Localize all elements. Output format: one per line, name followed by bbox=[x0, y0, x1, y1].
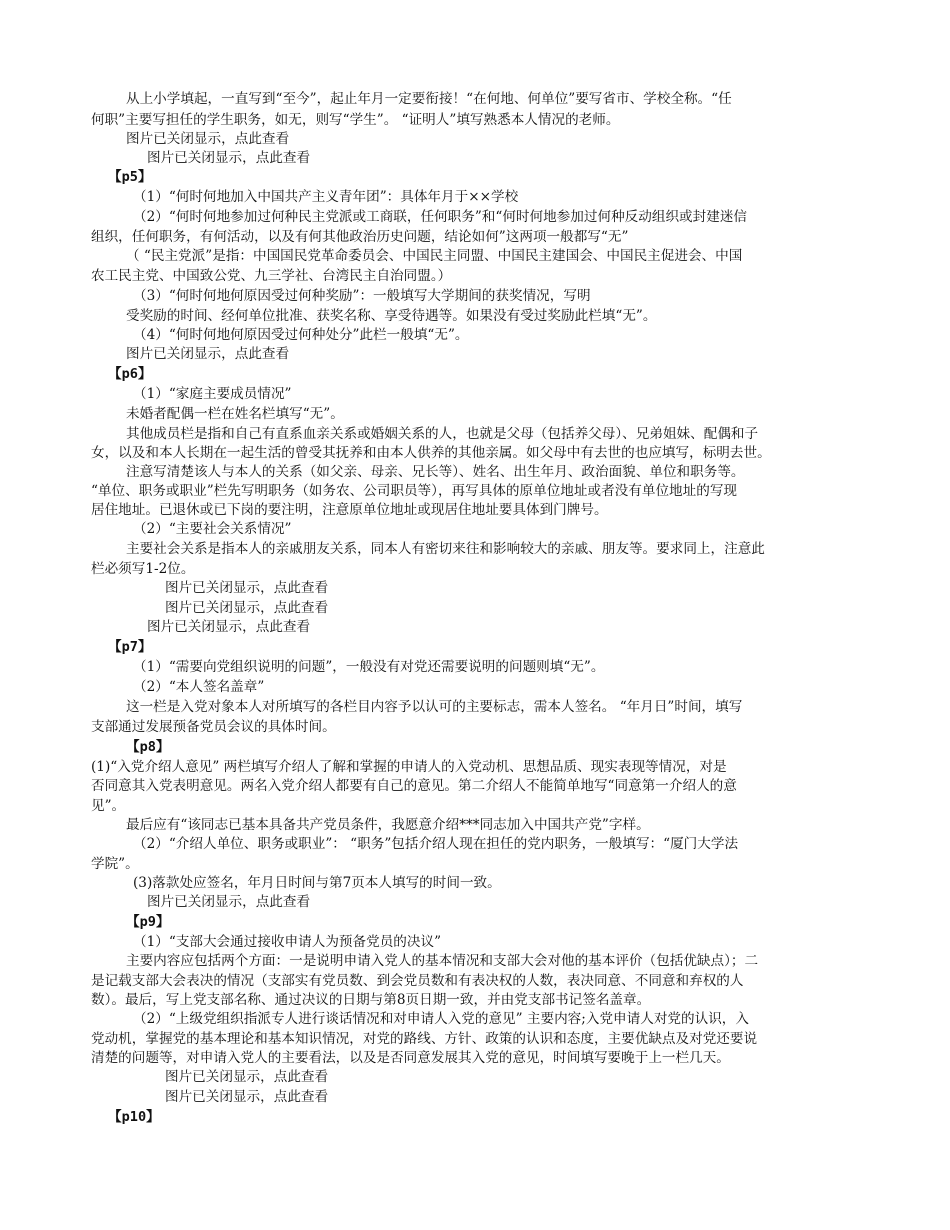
paragraph-line: （4）“何时何地何原因受过何种处分”此栏一般填“无”。 bbox=[133, 327, 469, 343]
paragraph-line: （1）“需要向党组织说明的问题”，一般没有对党还需要说明的问题则填“无”。 bbox=[133, 659, 605, 675]
paragraph-line: （1）“支部大会通过接收申请人为预备党员的决议” bbox=[133, 934, 442, 950]
paragraph-line: 栏必须写1-2位。 bbox=[91, 561, 195, 577]
paragraph-line: “单位、职务或职业”栏先写明职务（如务农、公司职员等），再写具体的原单位地址或者没有单位地址的写现 bbox=[91, 483, 738, 499]
paragraph-line: 最后应有“该同志已基本具备共产党员条件，我愿意介绍***同志加入中国共产党”字样。 bbox=[126, 817, 650, 833]
paragraph-line: （2）“上级党组织指派专人进行谈话情况和对申请人入党的意见” 主要内容;入党申请人对党的认识，入 bbox=[133, 1011, 749, 1027]
paragraph-line: (1)“入党介绍人意见” 两栏填写介绍人了解和掌握的申请人的入党动机、思想品质、现实表现等情况，对是 bbox=[91, 759, 727, 775]
paragraph-line: 学院”。 bbox=[91, 856, 139, 872]
paragraph-line: 主要社会关系是指本人的亲戚朋友关系，同本人有密切来往和影响较大的亲戚、朋友等。要求同上，注意此 bbox=[126, 541, 765, 557]
paragraph-line: （2）“介绍人单位、职务或职业”： “职务”包括介绍人现在担任的党内职务，一般填写：“厦门大学法 bbox=[133, 836, 739, 852]
section-heading: 【p8】 bbox=[126, 739, 170, 755]
paragraph-line: 主要内容应包括两个方面：一是说明申请入党人的基本情况和支部大会对他的基本评价（包括优缺点）；二 bbox=[126, 953, 759, 969]
paragraph-line: 否同意其入党表明意见。两名入党介绍人都要有自己的意见。第二介绍人不能简单地写“同意第一介绍人的意 bbox=[91, 778, 737, 794]
paragraph-line: 农工民主党、中国致公党、九三学社、台湾民主自治同盟。） bbox=[91, 268, 452, 284]
image-hidden-link[interactable]: 图片已关闭显示，点此查看 bbox=[165, 1089, 329, 1105]
image-hidden-link[interactable]: 图片已关闭显示，点此查看 bbox=[147, 894, 311, 910]
paragraph-line: （2）“何时何地参加过何种民主党派或工商联，任何职务”和“何时何地参加过何种反动组织或封建迷信 bbox=[133, 209, 748, 225]
paragraph-line: 女，以及和本人长期在一起生活的曾受其抚养和由本人供养的其他亲属。如父母中有去世的也应填写，标明去世。 bbox=[91, 445, 771, 461]
paragraph-line: 数）。最后，写上党支部名称、通过决议的日期与第8页日期一致，并由党支部书记签名盖章。 bbox=[91, 992, 651, 1008]
image-hidden-link[interactable]: 图片已关闭显示，点此查看 bbox=[126, 346, 290, 362]
paragraph-line: （ “民主党派”是指：中国国民党革命委员会、中国民主同盟、中国民主建国会、中国民主促进会、中国 bbox=[126, 248, 743, 264]
section-heading: 【p6】 bbox=[108, 366, 152, 382]
paragraph-line: 注意写清楚该人与本人的关系（如父亲、母亲、兄长等）、姓名、出生年月、政治面貌、单位和职务等。 bbox=[126, 464, 745, 480]
paragraph-line: 组织，任何职务，有何活动，以及有何其他政治历史问题，结论如何”这两项一般都写“无” bbox=[91, 229, 629, 245]
paragraph-line: （1）“何时何地加入中国共产主义青年团”：具体年月于××学校 bbox=[133, 189, 519, 205]
image-hidden-link[interactable]: 图片已关闭显示，点此查看 bbox=[147, 619, 311, 635]
paragraph-line: （3）“何时何地何原因受过何种奖励”：一般填写大学期间的获奖情况，写明 bbox=[133, 288, 591, 304]
paragraph-line: 见”。 bbox=[91, 798, 126, 814]
paragraph-line: 这一栏是入党对象本人对所填写的各栏目内容予以认可的主要标志，需本人签名。 “年月日”时间，填写 bbox=[126, 699, 743, 715]
image-hidden-link[interactable]: 图片已关闭显示，点此查看 bbox=[126, 131, 290, 147]
paragraph-line: (3)落款处应签名，年月日时间与第7页本人填写的时间一致。 bbox=[133, 875, 501, 891]
paragraph-line: 从上小学填起，一直写到“至今”，起止年月一定要衔接！“在何地、何单位”要写省市、学校全称。“任 bbox=[126, 91, 732, 107]
paragraph-line: （1）“家庭主要成员情况” bbox=[133, 386, 292, 402]
section-heading: 【p7】 bbox=[108, 639, 152, 655]
paragraph-line: 其他成员栏是指和自己有直系血亲关系或婚姻关系的人，也就是父母（包括养父母）、兄弟姐妹、配偶和子 bbox=[126, 426, 759, 442]
paragraph-line: 居住地址。已退休或已下岗的要注明，注意原单位地址或现居住地址要具体到门牌号。 bbox=[91, 502, 608, 518]
paragraph-line: 未婚者配偶一栏在姓名栏填写“无”。 bbox=[126, 406, 344, 422]
image-hidden-link[interactable]: 图片已关闭显示，点此查看 bbox=[165, 580, 329, 596]
paragraph-line: 何职”主要写担任的学生职务，如无，则写“学生”。 “证明人”填写熟悉本人情况的老师。 bbox=[91, 112, 620, 128]
paragraph-line: 支部通过发展预备党员会议的具体时间。 bbox=[91, 719, 336, 735]
section-heading: 【p9】 bbox=[126, 914, 170, 930]
paragraph-line: 是记载支部大会表决的情况（支部实有党员数、到会党员数和有表决权的人数，表决同意、不同意和弃权的人 bbox=[91, 973, 744, 989]
image-hidden-link[interactable]: 图片已关闭显示，点此查看 bbox=[165, 1069, 329, 1085]
paragraph-line: 党动机，掌握党的基本理论和基本知识情况，对党的路线、方针、政策的认识和态度，主要优缺点及对党还要说 bbox=[91, 1031, 758, 1047]
section-heading: 【p5】 bbox=[108, 169, 152, 185]
image-hidden-link[interactable]: 图片已关闭显示，点此查看 bbox=[147, 150, 311, 166]
paragraph-line: （2）“主要社会关系情况” bbox=[133, 521, 292, 537]
paragraph-line: 清楚的问题等，对申请入党人的主要看法，以及是否同意发展其入党的意见，时间填写要晚于上一栏几天。 bbox=[91, 1050, 730, 1066]
paragraph-line: 受奖励的时间、经何单位批准、获奖名称、享受待遇等。如果没有受过奖励此栏填“无”。 bbox=[126, 308, 657, 324]
paragraph-line: （2）“本人签名盖章” bbox=[133, 679, 265, 695]
image-hidden-link[interactable]: 图片已关闭显示，点此查看 bbox=[165, 600, 329, 616]
section-heading: 【p10】 bbox=[108, 1109, 160, 1125]
